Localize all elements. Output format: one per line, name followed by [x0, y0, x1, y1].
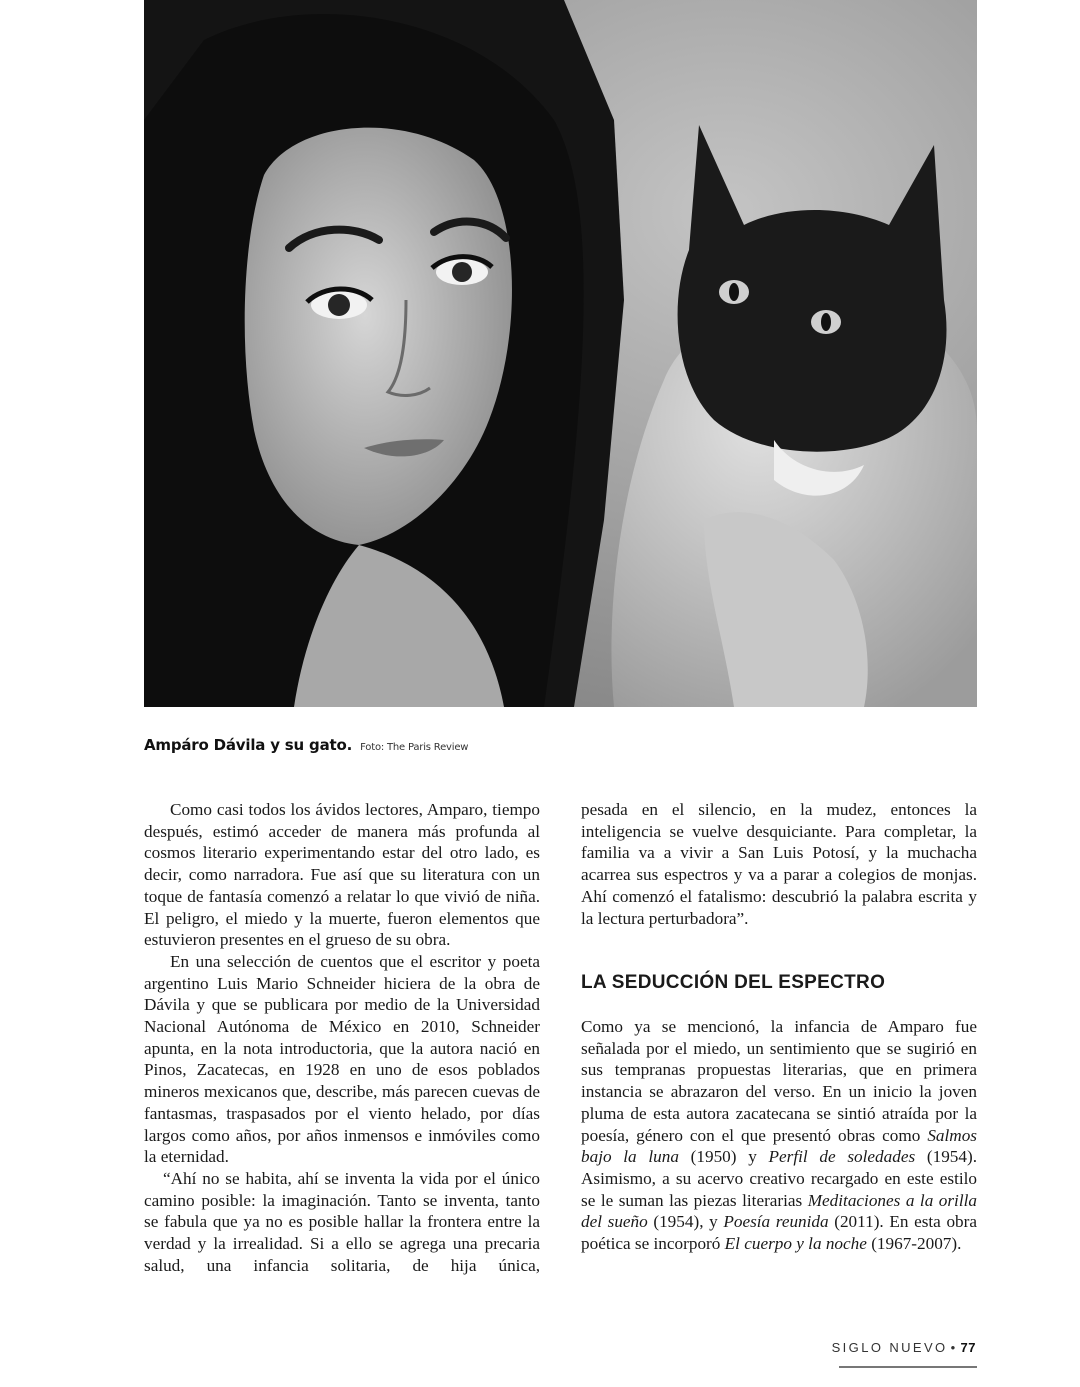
- caption-title: Ampáro Dávila y su gato.: [144, 736, 353, 754]
- text-run: (1954). Asimismo, a su acervo creativo recargado en este estilo se le suman las piezas literarias: [581, 1147, 978, 1210]
- right-column-section: [581, 1016, 977, 1255]
- paragraph: pesada en el silencio, en la mudez, entonces la inteligencia se vuelve desquiciante. Para completar, la familia va a vivir a San Luis Potosí, y la muchacha acarrea sus espectros y va a parar a colegios de monjas. Ahí comenzó el fatalismo: descubrió la palabra escrita y la lectura perturbadora”.: [581, 800, 977, 928]
- photo-credit: Foto: The Paris Review: [360, 742, 469, 753]
- photo-illustration: [144, 0, 977, 707]
- book-title: Meditaciones a la orilla del sueño: [581, 1190, 977, 1232]
- book-title: Salmos bajo la luna: [581, 1125, 977, 1167]
- paragraph: [581, 1016, 977, 1255]
- page-footer: [832, 1340, 976, 1355]
- section-heading: LA SEDUCCIÓN DEL ESPECTRO: [581, 972, 886, 993]
- publication-name: SIGLO NUEVO: [831, 1340, 948, 1355]
- footer-separator: •: [950, 1340, 958, 1355]
- text-run: (1967-2007).: [866, 1234, 962, 1254]
- text-run: (1950) y: [678, 1147, 769, 1167]
- right-column: [581, 799, 977, 929]
- book-title: Poesía reunida: [723, 1212, 829, 1232]
- quote-paragraph: “Ahí no se habita, ahí se inventa la vida por el único camino posible: la imaginación. Tanto se inventa, tanto se fabula que ya no es posible hallar la frontera entre la verdad y la irrealidad. Si a ello se agrega una precaria salud, una infancia solitaria, de hija única,: [144, 1168, 540, 1275]
- book-title: El cuerpo y la noche: [724, 1234, 867, 1254]
- left-column: [144, 799, 540, 1276]
- photo-caption: [144, 736, 468, 754]
- text-run: (1954), y: [647, 1212, 724, 1232]
- article-photo: [144, 0, 977, 707]
- book-title: Perfil de soledades: [768, 1147, 916, 1167]
- text-run: Como ya se mencionó, la infancia de Amparo fue señalada por el miedo, un sentimiento que se sugirió en sus tempranas propuestas literarias, que en primera instancia se abrazaron del verso. En un inicio la joven pluma de esta autora zacatecana se sintió atraída por la poesía, género con el que presentó obras como: [581, 1017, 977, 1145]
- paragraph: Como casi todos los ávidos lectores, Amparo, tiempo después, estimó acceder de manera más profunda al cosmos literario experimentando estar del otro lado, es decir, como narradora. Fue así que su literatura con un toque de fantasía comenzó a relatar lo que vivió de niña. El peligro, el miedo y la muerte, fueron elementos que estuvieron presentes en el grueso de su obra.: [144, 800, 540, 950]
- paragraph: En una selección de cuentos que el escritor y poeta argentino Luis Mario Schneider hiciera de la obra de Dávila y que se publicara por medio de la Universidad Nacional Autónoma de México en 2010, Schneider apunta, en la nota introductoria, que la autora nació en Pinos, Zacatecas, en 1928 en uno de esos poblados mineros mexicanos que, describe, más parecen cuevas de fantasmas, traspasados por el viento helado, por días largos como años, por años inmensos e inmóviles como la eternidad.: [144, 951, 540, 1167]
- text-run: (2011). En esta obra poética se incorporó: [581, 1212, 977, 1254]
- footer-rule: [839, 1366, 977, 1368]
- page-number: 77: [960, 1340, 976, 1355]
